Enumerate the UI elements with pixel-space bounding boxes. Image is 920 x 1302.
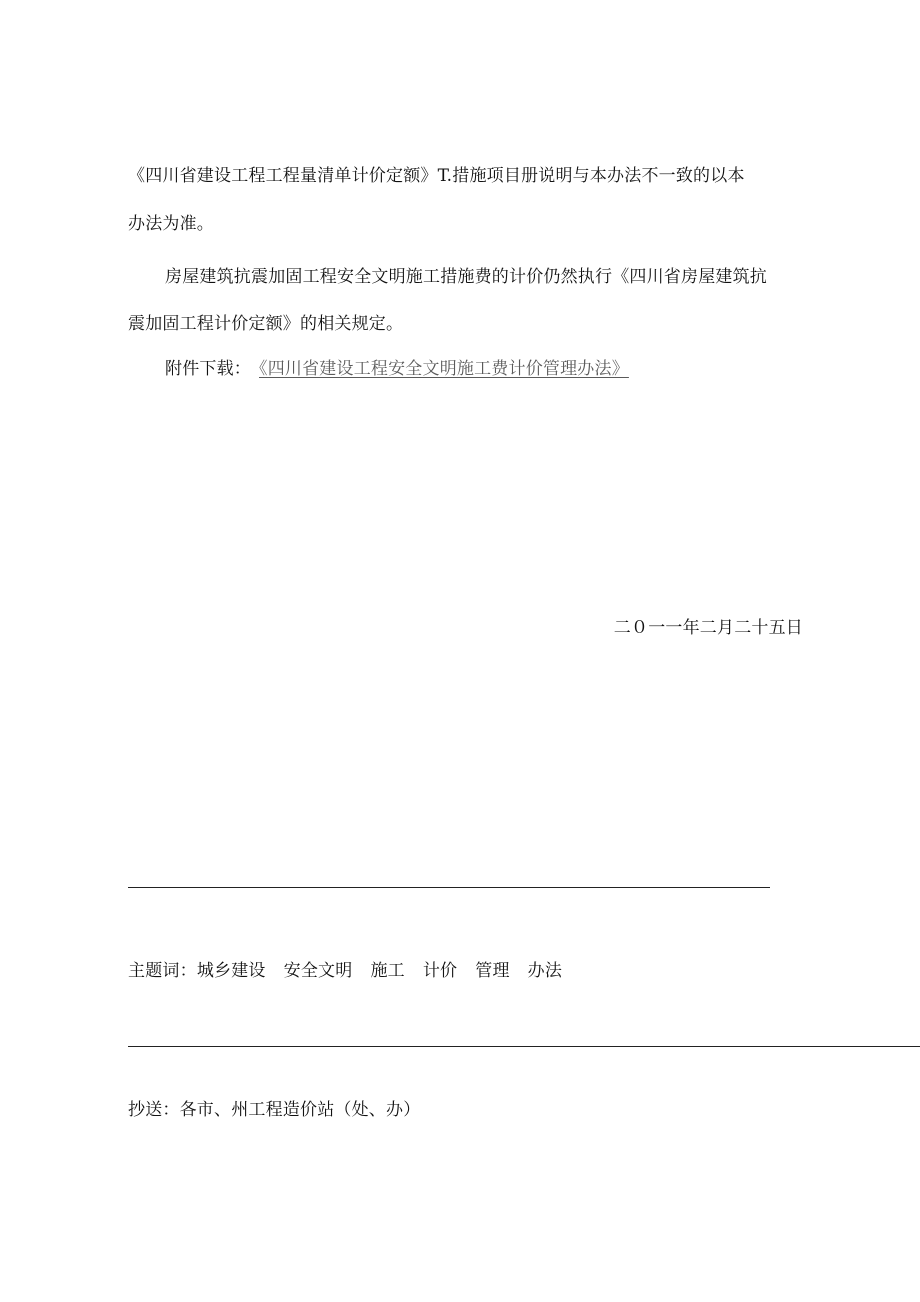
attachment-label: 附件下载： (165, 359, 251, 379)
attachment-line (165, 358, 637, 380)
document-date: 二０一一年二月二十五日 (613, 618, 803, 638)
keyword-item: 城乡建设 (196, 961, 266, 981)
body-paragraph-line: 震加固工程计价定额》的相关规定。 (128, 314, 404, 334)
divider-line (128, 887, 770, 888)
keyword-item: 安全文明 (283, 961, 353, 981)
keyword-item: 办法 (527, 961, 563, 981)
attachment-download-link[interactable]: 《四川省建设工程安全文明施工费计价管理办法》 (259, 359, 629, 379)
keyword-item: 计价 (422, 961, 458, 981)
keywords-line (128, 960, 562, 982)
divider-line (128, 1046, 920, 1047)
cc-recipients: 抄送：各市、州工程造价站（处、办） (128, 1100, 421, 1120)
body-paragraph-line: 房屋建筑抗震加固工程安全文明施工措施费的计价仍然执行《四川省房屋建筑抗 (165, 267, 767, 287)
keyword-item: 施工 (370, 961, 405, 981)
body-paragraph-line: 办法为准。 (128, 214, 214, 234)
keywords-label: 主题词： (128, 961, 197, 981)
body-paragraph-line: 《四川省建设工程工程量清单计价定额》T.措施项目册说明与本办法不一致的以本 (128, 166, 745, 186)
keyword-item: 管理 (475, 961, 510, 981)
